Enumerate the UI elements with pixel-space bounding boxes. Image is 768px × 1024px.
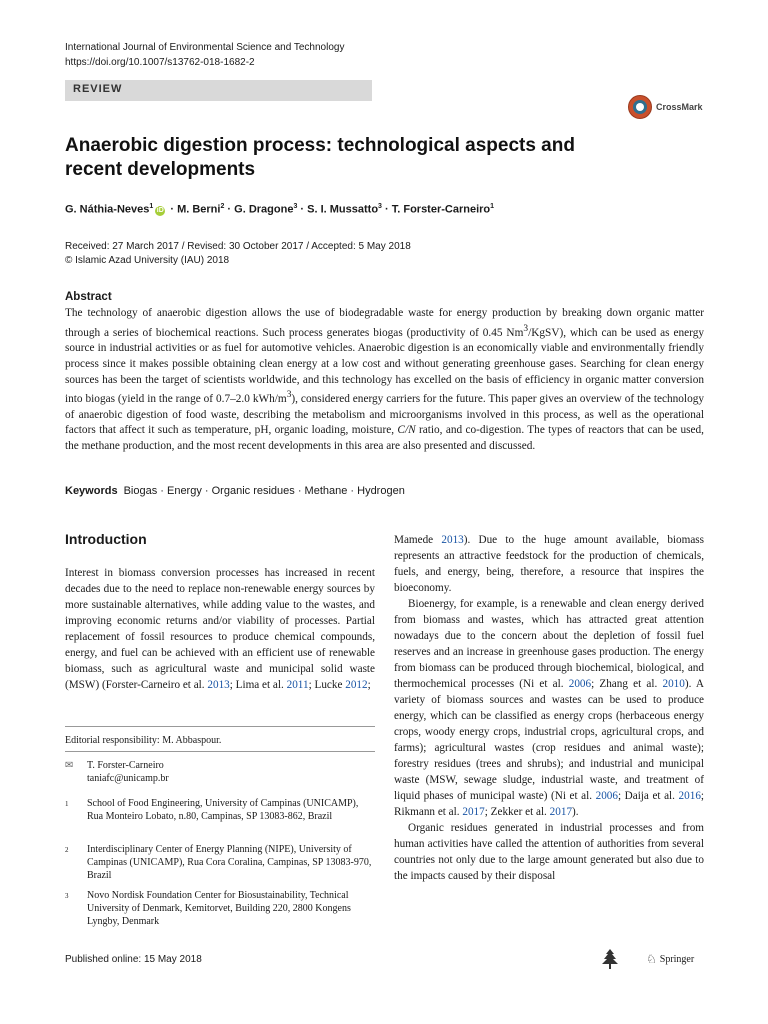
- author-name[interactable]: G. Náthia-Neves: [65, 203, 150, 216]
- published-date: Published online: 15 May 2018: [65, 954, 202, 965]
- paragraph: Bioenergy, for example, is a renewable and clean energy derived from biomass and wastes, which has attracted great attention nowadays due to the concern about the depletion of fossil fuel reserves and an increase in greenhouse gases production. The energy from biomass can be produced through biochemical, biological, and thermochemical processes (Ni et al. 2006; Zhang et al. 2010). A variety of biomass sources and wastes can be used to produce energy, which can be classified as energy crops (herbaceous energy crops, woody energy crops, industrial crops, agricultural crops, and farms); agricultural wastes (crop residues and animal waste); forestry residues (trees and shrubs); and industrial and municipal waste (MSW, sewage sludge, industrial waste, and treatment of liquid phases of municipal waste) (Ni et al. 2006; Daija et al. 2016; Rikmann et al. 2017; Zekker et al. 2017).: [394, 598, 705, 818]
- citation-link[interactable]: 2016: [678, 790, 701, 802]
- citation-link[interactable]: 2013: [441, 534, 464, 546]
- affiliation-item: [65, 843, 375, 882]
- citation-link[interactable]: 2012: [345, 679, 368, 691]
- affiliation-number: 2: [65, 846, 69, 854]
- author-name[interactable]: S. I. Mussatto: [307, 203, 379, 216]
- article-dates: [65, 240, 411, 268]
- copyright-line: © Islamic Azad University (IAU) 2018: [65, 255, 230, 266]
- author-affiliation-ref: 3: [378, 203, 382, 210]
- citation-link[interactable]: 2017: [462, 806, 485, 818]
- footnote-divider: [65, 751, 375, 752]
- abstract-heading: Abstract: [65, 291, 112, 303]
- paragraph: Organic residues generated in industrial processes and from human activities have called the attention of authorities from several countries not only due to the large amount generated but also due to the impacts caused by their disposal: [394, 822, 704, 882]
- journal-header: [65, 40, 344, 70]
- publisher-name: Springer: [659, 953, 695, 965]
- crossmark-badge[interactable]: [628, 94, 703, 120]
- journal-name: International Journal of Environmental Science and Technology: [65, 42, 345, 53]
- envelope-icon: ✉: [65, 760, 74, 771]
- affiliation-text: Interdisciplinary Center of Energy Planning (NIPE), University of Campinas (UNICAMP), Rua Cora Coralina, Campinas, SP 13083-970, Brazil: [87, 844, 372, 881]
- footnote-divider: [65, 726, 375, 727]
- citation-link[interactable]: 2010: [662, 678, 685, 690]
- keywords: [65, 485, 704, 497]
- citation-link[interactable]: 2006: [595, 790, 618, 802]
- author-list: G. Náthia-Neves$^1$iD · M. Berni$^2$ · G. Dragone$^3$ · S. I. Mussatto$^3$ · T. Forster-Carneiro$^1$: [65, 203, 495, 216]
- crossmark-icon: [628, 95, 652, 119]
- corresponding-author: [65, 759, 169, 785]
- keywords-label: Keywords: [65, 485, 118, 497]
- affiliation-item: [65, 889, 375, 928]
- section-bar: [65, 80, 372, 101]
- introduction-heading: Introduction: [65, 531, 147, 547]
- intro-column-right: [394, 532, 704, 884]
- paragraph: Mamede 2013). Due to the huge amount available, biomass represents an attractive feedstock for the production of chemicals, fuels, and energy, being, therefore, a resource that inspires the bioeconomy.: [394, 534, 704, 594]
- author-affiliation-ref: 2: [220, 203, 225, 210]
- citation-link[interactable]: 2006: [568, 678, 592, 690]
- affiliation-number: 3: [65, 892, 69, 900]
- author-affiliation-ref: 1: [149, 203, 154, 210]
- author-name[interactable]: G. Dragone: [234, 203, 294, 216]
- affiliation-text: Novo Nordisk Foundation Center for Biosustainability, Technical University of Denmark, Kemitorvet, Building 220, 2800 Kongens Lyngby, Denmark: [87, 890, 351, 927]
- crossmark-label: CrossMark: [656, 102, 703, 112]
- citation-link[interactable]: 2017: [549, 806, 573, 818]
- affiliation-text: School of Food Engineering, University of Campinas (UNICAMP), Rua Monteiro Lobato, n.80, Campinas, SP 13083-862, Brazil: [87, 798, 359, 822]
- intro-paragraph-left: Interest in biomass conversion processes has increased in recent decades due to the need to replace non-renewable energy sources by more sustainable alternatives, while adding value to the wastes, and improving economic returns and/or viability of processes. Partial replacement of fossil resources to produce chemical compounds, energy, and fuel can be achieved with an efficient use of renewable biomass, such as agricultural waste and municipal solid waste (MSW) (Forster-Carneiro et al. 2013; Lima et al. 2011; Lucke 2012;: [65, 567, 375, 691]
- author-affiliation-ref: 3: [293, 203, 298, 210]
- author-name[interactable]: M. Berni: [177, 203, 221, 216]
- paper-title: Anaerobic digestion process: technological aspects and recent developments: [65, 135, 575, 180]
- section-label: REVIEW: [73, 83, 123, 95]
- orcid-icon[interactable]: iD: [156, 206, 164, 214]
- editorial-responsibility: Editorial responsibility: M. Abbaspour.: [65, 735, 222, 746]
- citation-link[interactable]: 2013: [207, 679, 230, 691]
- affiliation-item: [65, 797, 375, 823]
- corresponding-name: T. Forster-Carneiro: [87, 760, 164, 771]
- springer-tree-icon: [600, 948, 620, 970]
- history-dates: Received: 27 March 2017 / Revised: 30 October 2017 / Accepted: 5 May 2018: [65, 241, 411, 252]
- doi-link[interactable]: https://doi.org/10.1007/s13762-018-1682-2: [65, 57, 255, 68]
- abstract-body: The technology of anaerobic digestion allows the use of biodegradable waste for energy production by breaking down organic matter through a series of biochemical reactions. Such process generates biogas (productivity of 0.45 Nm$^3$/KgSV), which can be used as energy source in industrial activities or as fuel for automotive vehicles. Anaerobic digestion is an economically viable and environmentally friendly process since it makes possible obtaining clean energy at a low cost and without generating greenhouse gases. Searching for clean energy sources has been the target of scientists worldwide, and this technology has excelled on the basis of efficiency in organic matter conversion into biogas (yield in the range of 0.7–2.0 kWh/$m^3$), considered energy carriers for the future. This paper gives an overview of the technology of anaerobic digestion of food waste, describing the metabolism and microorganisms involved in this process, as well as the operational factors that affect it such as temperature, pH, organic loading, moisture, C/N ratio, and co-digestion. The types of reactors that can be used, the methane production, and the most recent developments in this area are also presented and discussed.: [65, 307, 705, 453]
- publisher-logo: [600, 948, 694, 970]
- corresponding-email[interactable]: taniafc@unicamp.br: [87, 773, 169, 784]
- author-name[interactable]: T. Forster-Carneiro: [391, 203, 491, 216]
- author-affiliation-ref: 1: [490, 203, 495, 210]
- citation-link[interactable]: 2011: [286, 679, 309, 691]
- affiliation-number: 1: [65, 800, 69, 808]
- springer-horse-icon: ♘: [646, 952, 657, 966]
- keywords-list: Biogas · Energy · Organic residues · Methane · Hydrogen: [123, 485, 405, 497]
